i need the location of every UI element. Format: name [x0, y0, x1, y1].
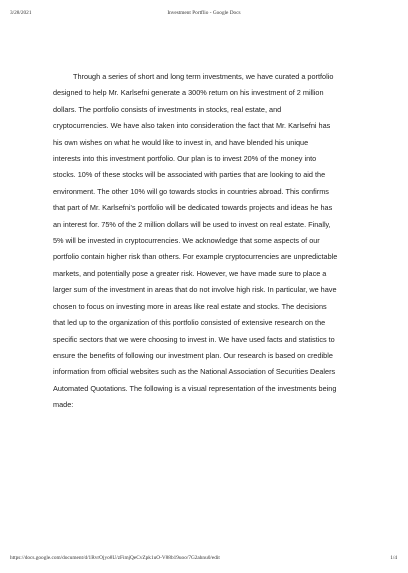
document-body [53, 69, 355, 414]
paragraph-line: environment. The other 10% will go towards stocks in countries abroad. This confirms [53, 186, 329, 196]
paragraph-line: interests into this investment portfolio. Our plan is to invest 20% of the money into [53, 154, 317, 164]
paragraph-line: information from official websites such as the National Association of Securities Dealers [53, 367, 336, 377]
page-number: 1/4 [390, 555, 397, 561]
paragraph-line: cryptocurrencies. We have also taken into consideration the fact that Mr. Karlsefni has [53, 121, 331, 131]
document-url: https://docs.google.com/document/d/1RvrOjyo8U/zFimjQeCvZpk1uO-V88b19uoo/7G2ahnu0/edit [10, 555, 220, 561]
paragraph-line: larger sum of the investment in areas that do not involve high risk. In particular, we have [53, 285, 337, 295]
paragraph-line: designed to help Mr. Karlsefni generate a 300% return on his investment of 2 million [53, 88, 324, 98]
paragraph-line: made: [53, 400, 74, 410]
paragraph-line: portfolio contain higher risk than others. For example cryptocurrencies are unpredictable [53, 252, 338, 262]
paragraph-line: chosen to focus on investing more in areas like real estate and stocks. The decisions [53, 301, 327, 311]
paragraph-line: Automated Quotations. The following is a visual representation of the investments being [53, 383, 337, 393]
paragraph-line: Through a series of short and long term investments, we have curated a portfolio [73, 72, 334, 81]
print-footer [0, 555, 408, 563]
paragraph-line: his own wishes on what he would like to invest in, and have blended his unique [53, 137, 309, 147]
paragraph-line: markets, and potentially pose a greater risk. However, we have made sure to place a [53, 268, 327, 278]
paragraph-line: stocks. 10% of these stocks will be associated with parties that are looking to aid the [53, 170, 326, 180]
paragraph-line: dollars. The portfolio consists of investments in stocks, real estate, and [53, 104, 282, 114]
body-paragraph [53, 69, 355, 414]
paragraph-line: an interest for. 75% of the 2 million dollars will be used to invest on real estate. Finally, [53, 219, 331, 229]
paragraph-line: that part of Mr. Karlsefni's portfolio will be dedicated towards projects and ideas he has [53, 203, 333, 213]
paragraph-line: 5% will be invested in cryptocurrencies. We acknowledge that some aspects of our [53, 236, 320, 246]
paragraph-line: that led up to the organization of this portfolio consisted of extensive research on the [53, 318, 326, 328]
document-title: Investment Portflio - Google Docs [167, 10, 241, 16]
paragraph-line: specific sectors that we were choosing to invest in. We have used facts and statistics to [53, 334, 335, 344]
print-header [0, 10, 408, 18]
paragraph-line: ensure the benefits of following our investment plan. Our research is based on credible [53, 350, 333, 360]
print-date: 3/28/2021 [10, 10, 32, 16]
